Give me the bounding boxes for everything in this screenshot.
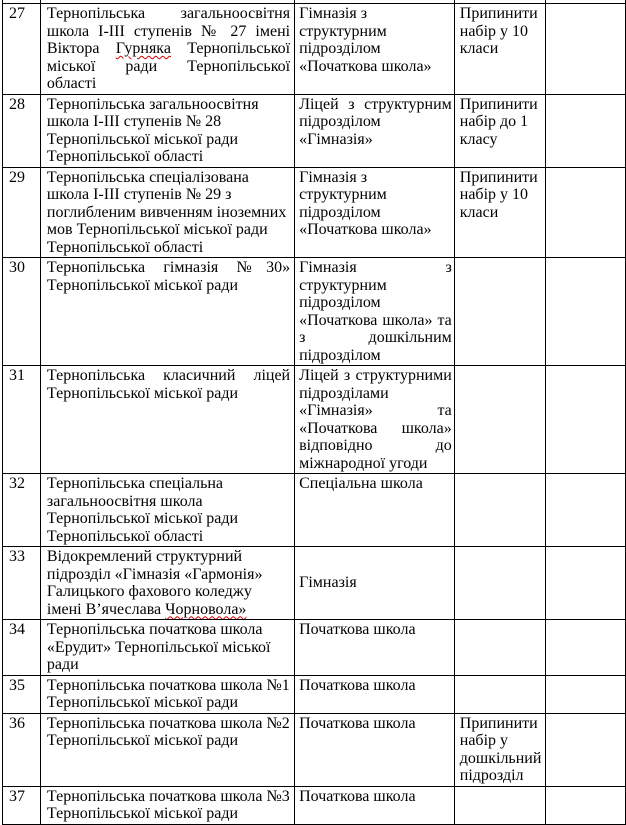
- action-cell: [454, 366, 546, 474]
- school-name-cell: Тернопільська загальноосвітня школа І-ІІІ ступенів № 27 імені Віктора Гурняка Тернопільської міської ради Тернопільської області: [40, 4, 294, 95]
- action-cell: [454, 786, 546, 824]
- school-row: [3, 675, 626, 713]
- row-number-cell: 31: [3, 366, 41, 474]
- row-number-cell: 35: [3, 675, 41, 713]
- school-type-cell: Ліцей з структурним підрозділом «Гімназія»: [295, 94, 455, 167]
- school-name-cell: Тернопільська початкова школа №2 Тернопільської міської ради: [40, 713, 294, 786]
- action-cell: [454, 258, 546, 366]
- school-name-cell: Тернопільська початкова школа №3 Тернопільської міської ради: [40, 786, 294, 824]
- school-type-cell: Початкова школа: [295, 620, 455, 676]
- schools-table-body: [3, 0, 626, 824]
- school-type-cell: Ліцей з структурними підрозділами «Гімназія» та «Початкова школа» відповідно до міжнародної угоди: [295, 366, 455, 474]
- row-number-cell: 36: [3, 713, 41, 786]
- school-row: [3, 94, 626, 167]
- notes-cell: [546, 713, 626, 786]
- school-name-cell: Відокремлений структурний підрозділ «Гімназія «Гармонія» Галицького фахового коледжу імені В’ячеслава Чорновола»: [40, 547, 294, 620]
- school-row: [3, 366, 626, 474]
- action-cell: Припинити набір у 10 класи: [454, 4, 546, 95]
- action-cell: Припинити набір до 1 класу: [454, 94, 546, 167]
- school-row: [3, 474, 626, 547]
- row-number-cell: 34: [3, 620, 41, 676]
- row-number-cell: 29: [3, 167, 41, 258]
- school-row: [3, 167, 626, 258]
- school-type-cell: Початкова школа: [295, 675, 455, 713]
- school-row: [3, 786, 626, 824]
- misspelled-word: Чорновола»: [165, 600, 247, 618]
- action-cell: Припинити набір у 10 класи: [454, 167, 546, 258]
- school-type-cell: Початкова школа: [295, 786, 455, 824]
- row-number-cell: 30: [3, 258, 41, 366]
- row-number-cell: 33: [3, 547, 41, 620]
- notes-cell: [546, 4, 626, 95]
- school-name-cell: Тернопільська гімназія №30» Тернопільської міської ради: [40, 258, 294, 366]
- schools-table: [2, 0, 626, 825]
- school-type-cell: Гімназія з структурним підрозділом «Початкова школа»: [295, 4, 455, 95]
- school-type-cell: Спеціальна школа: [295, 474, 455, 547]
- action-cell: [454, 474, 546, 547]
- notes-cell: [546, 620, 626, 676]
- notes-cell: [546, 547, 626, 620]
- notes-cell: [546, 94, 626, 167]
- row-number-cell: 28: [3, 94, 41, 167]
- action-cell: [454, 620, 546, 676]
- school-row: [3, 620, 626, 676]
- misspelled-word: Гурняка: [115, 40, 171, 57]
- notes-cell: [546, 167, 626, 258]
- school-row: [3, 4, 626, 95]
- school-row: [3, 258, 626, 366]
- notes-cell: [546, 786, 626, 824]
- school-name-cell: Тернопільська спеціальна загальноосвітня школа Тернопільської міської ради Тернопільської області: [40, 474, 294, 547]
- school-name-cell: Тернопільська загальноосвітня школа І-ІІІ ступенів № 28 Тернопільської міської ради Тернопільської області: [40, 94, 294, 167]
- notes-cell: [546, 474, 626, 547]
- school-type-cell: Гімназія з структурним підрозділом «Початкова школа»: [295, 167, 455, 258]
- row-number-cell: 32: [3, 474, 41, 547]
- notes-cell: [546, 366, 626, 474]
- action-cell: [454, 675, 546, 713]
- school-name-cell: Тернопільська спеціалізована школа І-ІІІ ступенів № 29 з поглибленим вивченням іноземних мов Тернопільської міської ради Тернопільської області: [40, 167, 294, 258]
- action-cell: Припинити набір у дошкільний підрозділ: [454, 713, 546, 786]
- school-type-cell: Гімназія з структурним підрозділом «Початкова школа» та з дошкільним підрозділом: [295, 258, 455, 366]
- notes-cell: [546, 675, 626, 713]
- school-type-cell: Початкова школа: [295, 713, 455, 786]
- notes-cell: [546, 258, 626, 366]
- school-type-cell: Гімназія: [295, 547, 455, 620]
- school-row: [3, 547, 626, 620]
- row-number-cell: 27: [3, 4, 41, 95]
- school-row: [3, 713, 626, 786]
- action-cell: [454, 547, 546, 620]
- school-name-cell: Тернопільська початкова школа №1 Тернопільської міської ради: [40, 675, 294, 713]
- school-name-cell: Тернопільська класичний ліцей Тернопільської міської ради: [40, 366, 294, 474]
- school-name-cell: Тернопільська початкова школа «Ерудит» Тернопільської міської ради: [40, 620, 294, 676]
- row-number-cell: 37: [3, 786, 41, 824]
